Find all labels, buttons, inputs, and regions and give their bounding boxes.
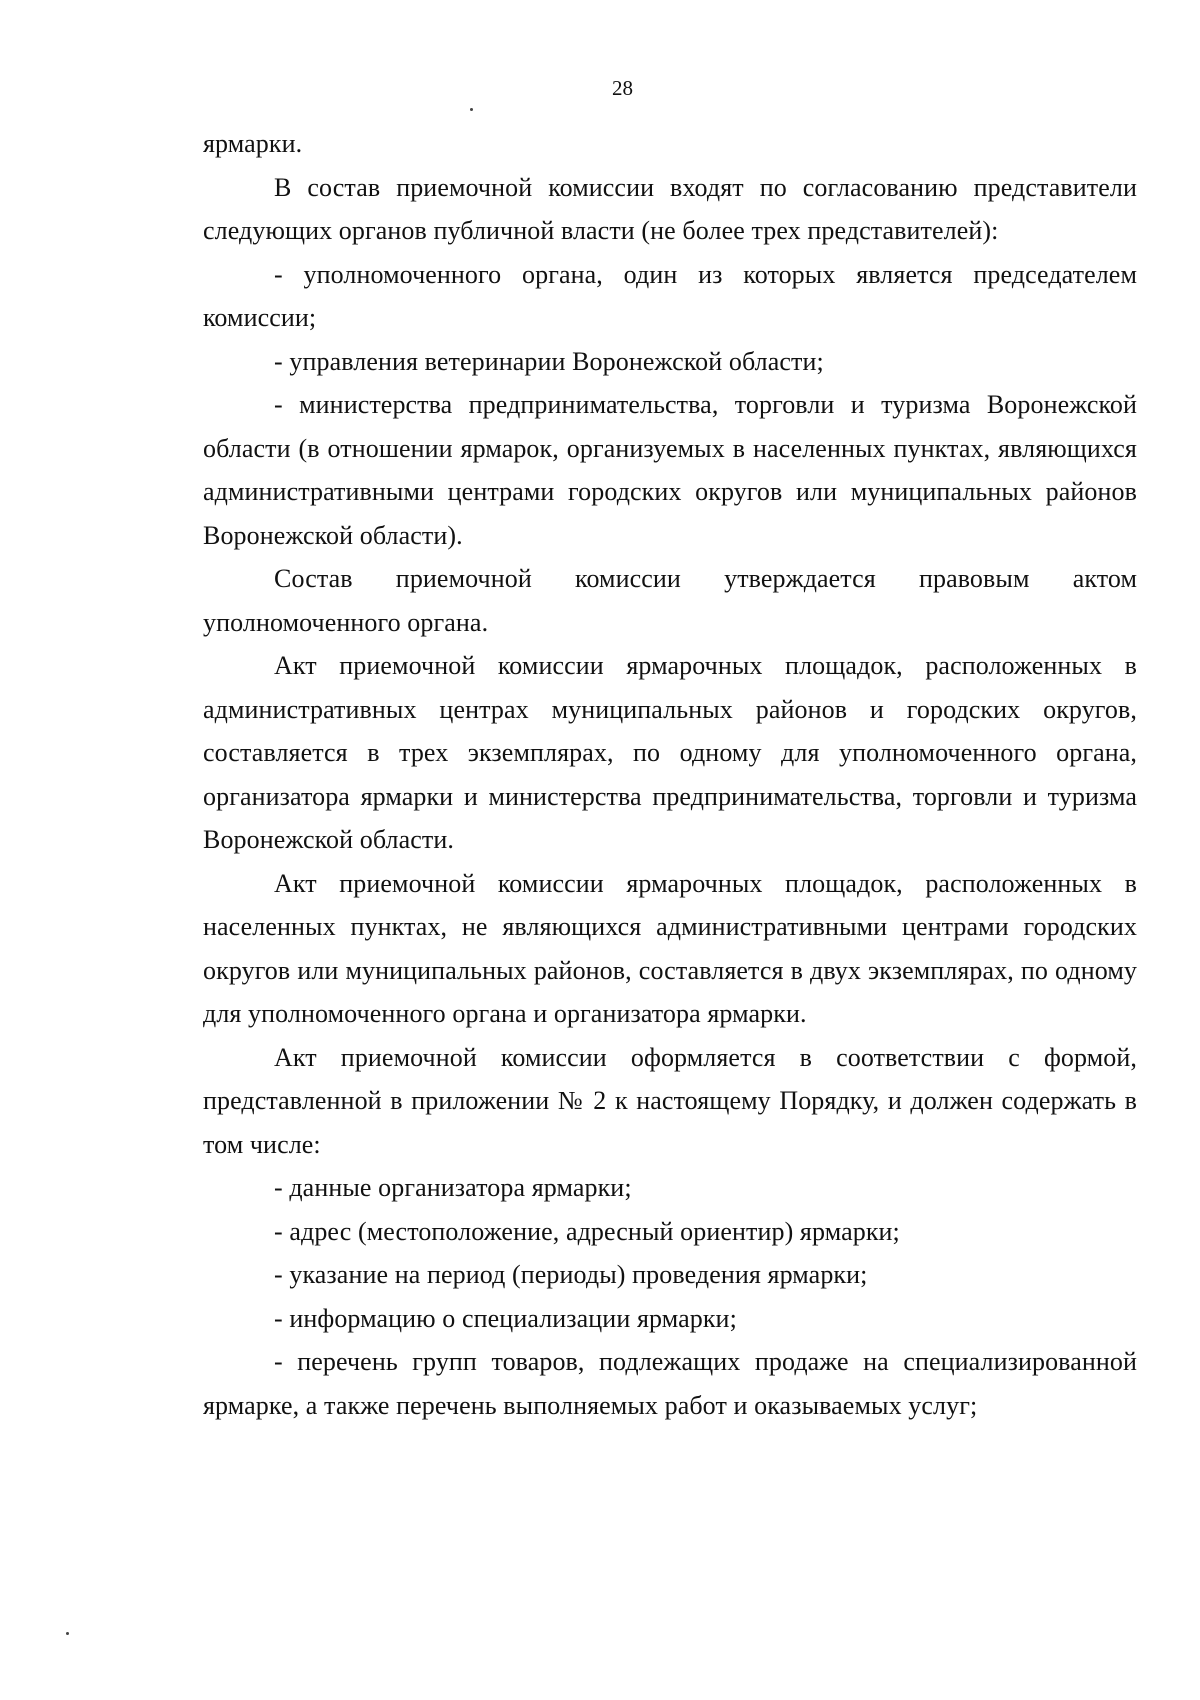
list-item: - указание на период (периоды) проведения ярмарки;: [274, 1260, 868, 1289]
paragraph: Акт приемочной комиссии оформляется в соответствии с формой, представленной в приложении № 2 к настоящему Порядку, и должен содержать в том числе:: [203, 1042, 1137, 1159]
list-item: - уполномоченного органа, один из которых является председателем комиссии;: [203, 259, 1137, 332]
list-item: - данные организатора ярмарки;: [274, 1173, 632, 1202]
list-item: - информацию о специализации ярмарки;: [274, 1303, 737, 1333]
list-item: - управления ветеринарии Воронежской области;: [274, 346, 824, 376]
paragraph: Акт приемочной комиссии ярмарочных площадок, расположенных в населенных пунктах, не являющихся административными центрами городских округов или муниципальных районов, составляется в двух экземплярах, по одному для уполномоченного органа и организатора ярмарки.: [203, 868, 1137, 1028]
paragraph: Акт приемочной комиссии ярмарочных площадок, расположенных в административных центрах муниципальных районов и городских округов, составляется в трех экземплярах, по одному для уполномоченного органа, организатора ярмарки и министерства предпринимательства, торговли и туризма Воронежской области.: [203, 651, 1137, 854]
list-item: - перечень групп товаров, подлежащих продаже на специализированной ярмарке, а также перечень выполняемых работ и оказываемых услуг;: [203, 1347, 1137, 1420]
paragraph: В состав приемочной комиссии входят по согласованию представители следующих органов публичной власти (не более трех представителей):: [203, 172, 1137, 245]
list-item: - адрес (местоположение, адресный ориентир) ярмарки;: [274, 1216, 900, 1246]
paragraph: ярмарки.: [203, 129, 303, 158]
paragraph: Состав приемочной комиссии утверждается правовым актом уполномоченного органа.: [203, 564, 1137, 637]
scan-speck: [66, 1632, 69, 1635]
document-body: [203, 122, 1137, 1427]
scan-speck: [470, 108, 473, 111]
list-item: - министерства предпринимательства, торговли и туризма Воронежской области (в отношении ярмарок, организуемых в населенных пунктах, являющихся административными центрами городских округов или муниципальных районов Воронежской области).: [203, 390, 1137, 550]
page-number: 28: [612, 76, 633, 100]
